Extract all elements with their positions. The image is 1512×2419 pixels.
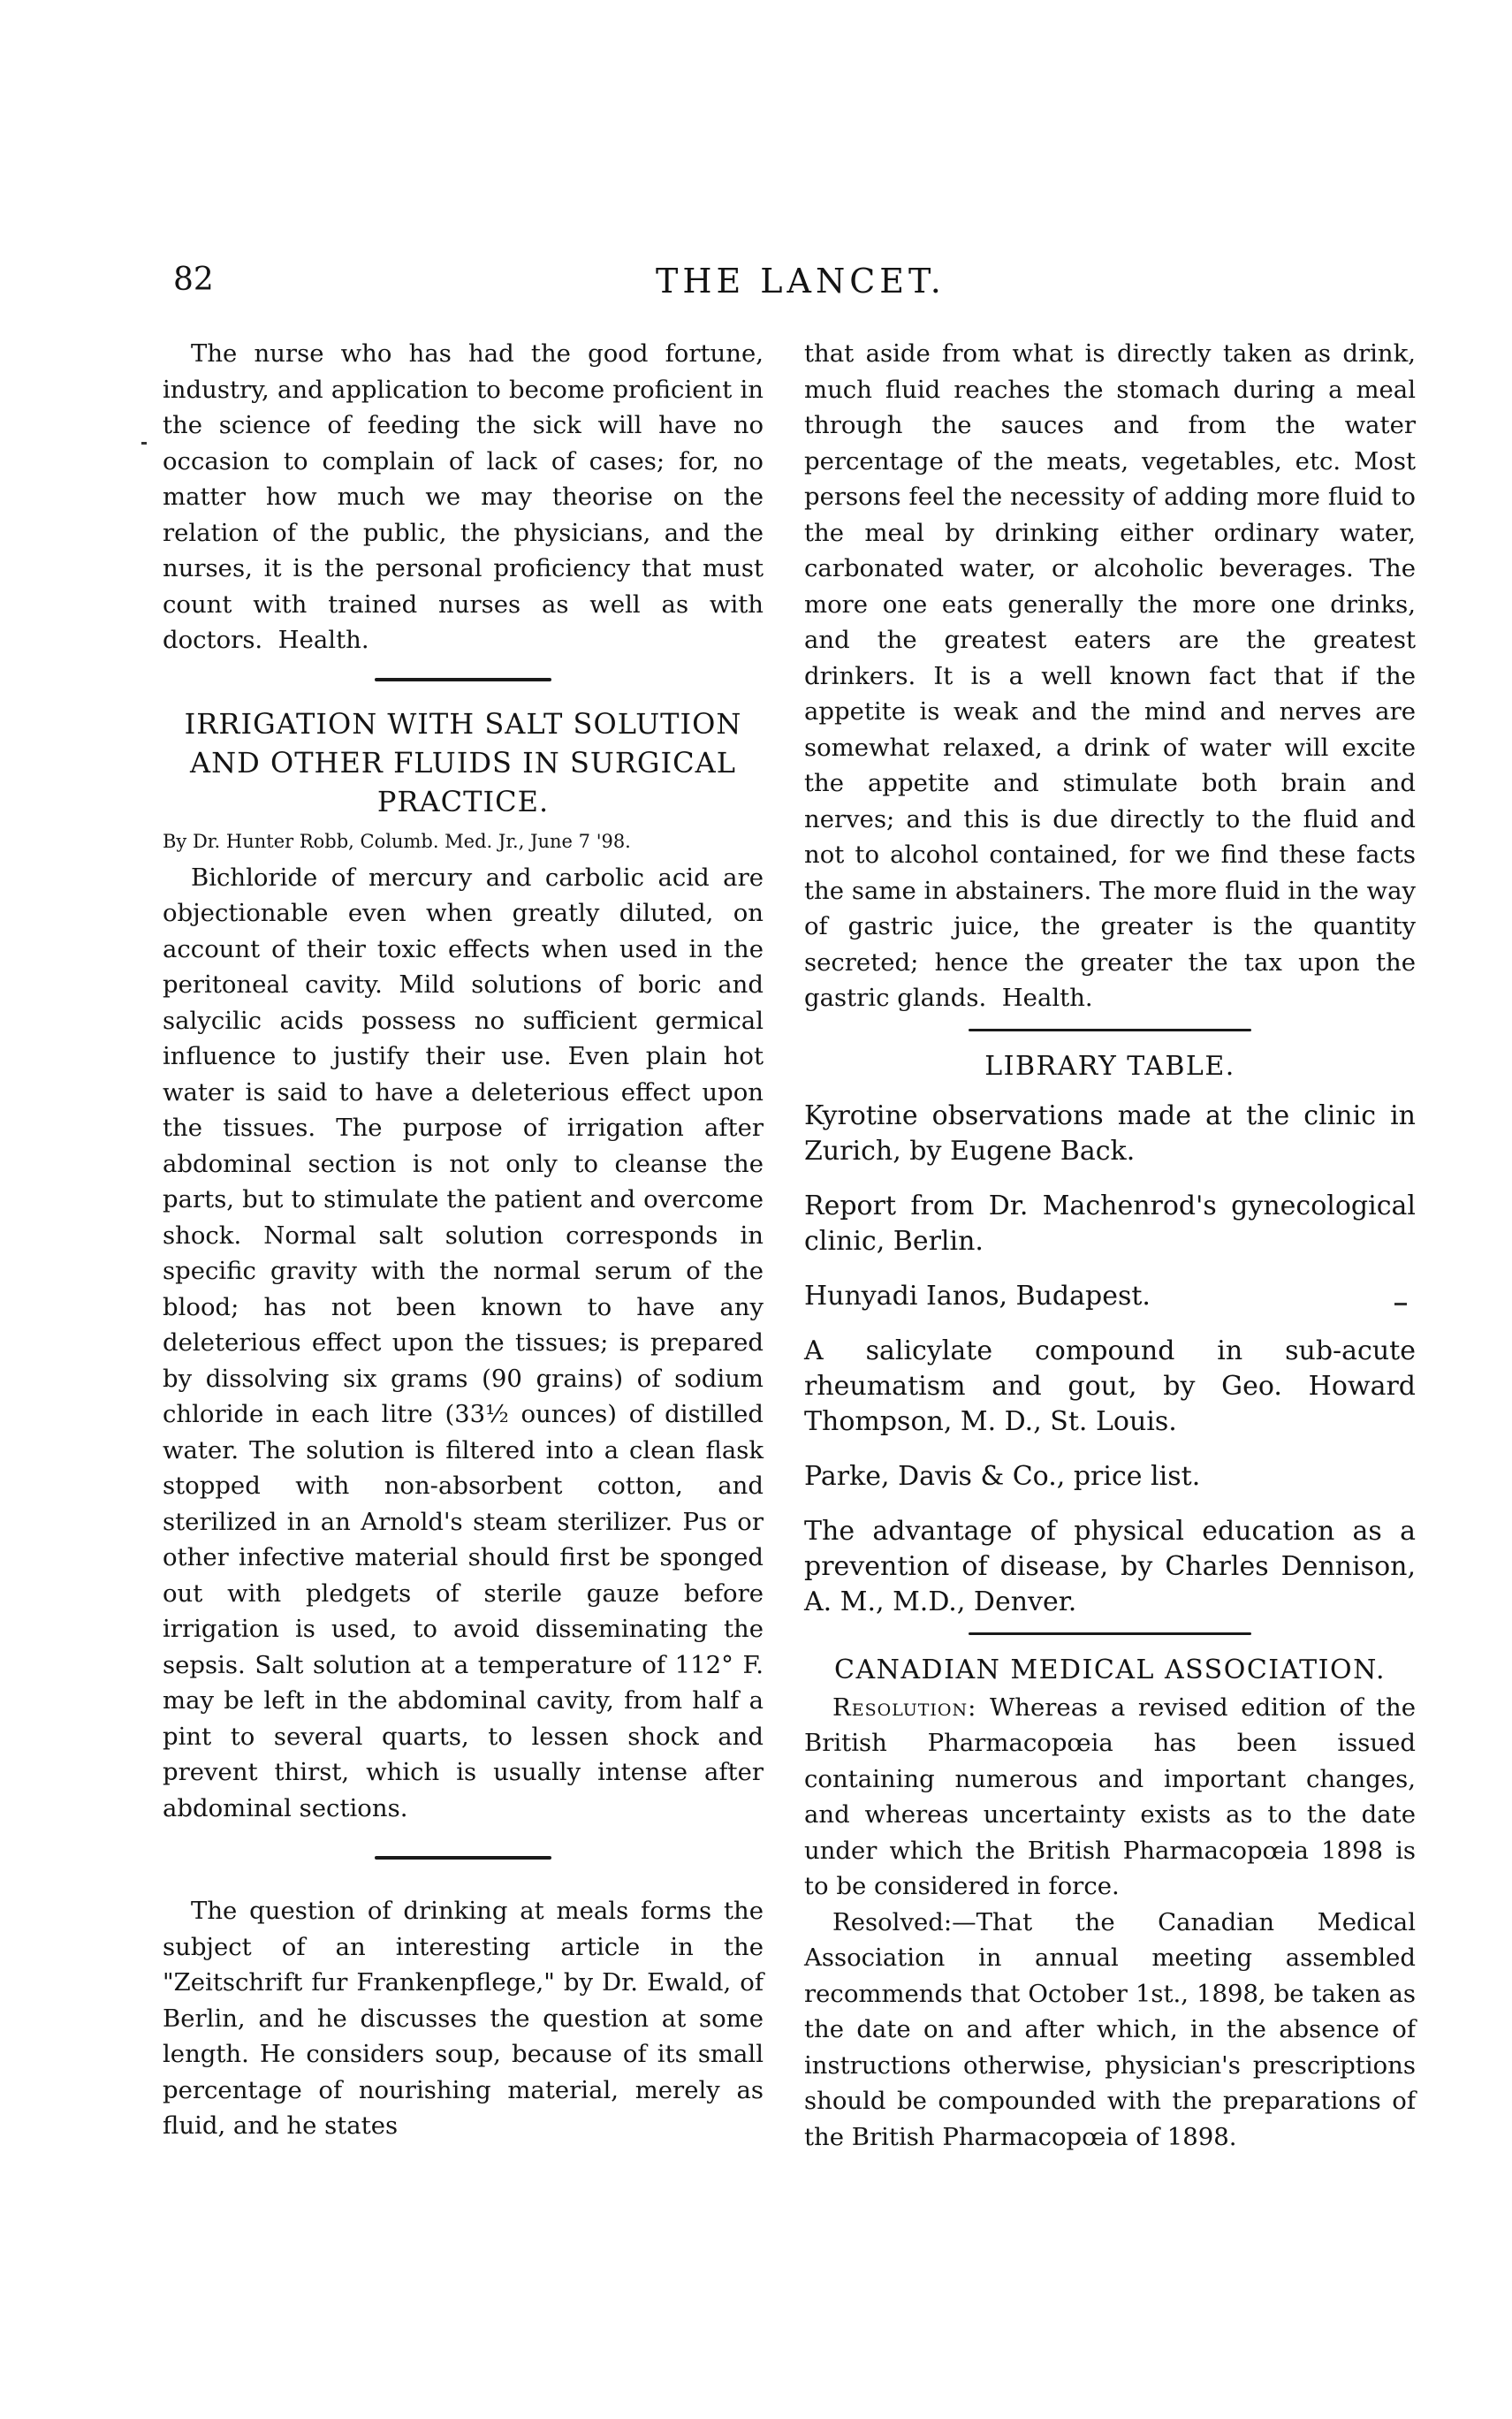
resolved-paragraph: Resolved:—That the Canadian Medical Association in annual meeting assembled recommends that October 1st., 1898, be taken as the date on and after which, in the absence of instructions otherwise, physician's prescriptions should be compounded with the preparations of the British Pharmacopœia of 1898.: [804, 1907, 1416, 2151]
library-item: Parke, Davis & Co., price list.: [804, 1460, 1201, 1492]
margin-mark: [1394, 1303, 1407, 1305]
irrigation-paragraph: Bichloride of mercury and carbolic acid are objectionable even when greatly diluted, on account of their toxic effects when used in the peritoneal cavity. Mild solutions of boric and salycilic acids possess no sufficient germical influence to justify their use. Even plain hot water is said to have a deleterious effect upon the tissues. The purpose of irrigation after abdominal section is not only to cleanse the parts, but to stimulate the patient and overcome shock. Normal salt solution corresponds in specific gravity with the normal serum of the blood; has not been known to have any deleterious effect upon the tissues; is prepared by dissolving six grams (90 grains) of sodium chloride in each litre (33½ ounces) of distilled water. The solution is filtered into a clean flask stopped with non-absorbent cotton, and sterilized in an Arnold's steam sterilizer. Pus or other infective material should first be sponged out with pledgets of sterile gauze before irrigation is used, to avoid disseminating the sepsis. Salt solution at a temperature of 112° F. may be left in the abdominal cavity, from half a pint to several quarts, to lessen shock and prevent thirst, which is usually intense after abdominal sections.: [163, 863, 764, 1822]
drinking-continued-paragraph: that aside from what is directly taken as drink, much fluid reaches the stomach during a meal through the sauces and from the water percentage of the meats, vegetables, etc. Most persons feel the necessity of adding more fluid to the meal by drinking either ordinary water, carbonated water, or alcoholic beverages. The more one eats generally the more one drinks, and the greatest eaters are the greatest drinkers. It is a well known fact that if the appetite is weak and the mind and nerves are somewhat relaxed, a drink of water will excite the appetite and stimulate both brain and nerves; and this is due directly to the fluid and not to alcohol contained, for we find these facts the same in abstainers. The more fluid in the way of gastric juice, the greater is the quantity secreted; hence the greater the tax upon the gastric glands. Health.: [804, 339, 1416, 1012]
right-column: [804, 336, 1416, 2155]
article-title: IRRIGATION WITH SALT SOLUTION AND OTHER FLUIDS IN SURGICAL PRACTICE.: [184, 706, 742, 818]
margin-mark: [141, 442, 147, 445]
resolution-label: Resolution:: [832, 1693, 977, 1722]
source-credit: Health.: [1001, 984, 1093, 1012]
library-item: Hunyadi Ianos, Budapest.: [804, 1280, 1151, 1312]
source-credit: Health.: [277, 626, 369, 654]
ornamental-rule: [969, 1029, 1251, 1031]
library-item: Kyrotine observations made at the clinic in Zurich, by Eugene Back.: [804, 1099, 1416, 1167]
nurse-paragraph: The nurse who has had the good fortune, industry, and application to become proficient in the science of feeding the sick will have no occasion to complain of lack of cases; for, no matter how much we may theorise on the relation of the public, the physicians, and the nurses, it is the personal proficiency that must count with trained nurses as well as with doctors. Health.: [163, 339, 764, 654]
library-table-heading: LIBRARY TABLE.: [984, 1050, 1235, 1082]
ornamental-rule: [375, 678, 551, 681]
ornamental-rule: [969, 1632, 1251, 1635]
library-item: Report from Dr. Machenrod's gynecological clinic, Berlin.: [804, 1190, 1416, 1257]
ornamental-rule: [375, 1856, 551, 1860]
running-title: THE LANCET.: [656, 262, 946, 300]
page-header: [0, 262, 1512, 306]
library-item: The advantage of physical education as a prevention of disease, by Charles Dennison, A. M., M.D., Denver.: [804, 1515, 1416, 1617]
resolution-paragraph: Resolution: Whereas a revised edition of the British Pharmacopœia has been issued containing numerous and important changes, and whereas uncertainty exists as to the date under which the British Pharmacopœia 1898 is to be considered in force.: [804, 1693, 1416, 1900]
page-number: 82: [173, 262, 214, 298]
association-heading: CANADIAN MEDICAL ASSOCIATION.: [834, 1654, 1386, 1685]
library-item: A salicylate compound in sub-acute rheumatism and gout, by Geo. Howard Thompson, M. D., St. Louis.: [804, 1335, 1416, 1437]
left-column: [163, 336, 764, 2144]
drinking-paragraph: The question of drinking at meals forms the subject of an interesting article in the "Zeitschrift fur Frankenpflege," by Dr. Ewald, of Berlin, and he discusses the question at some length. He considers soup, because of its small percentage of nourishing material, merely as fluid, and he states: [163, 1897, 764, 2140]
article-byline: By Dr. Hunter Robb, Columb. Med. Jr., June 7 '98.: [163, 830, 631, 852]
